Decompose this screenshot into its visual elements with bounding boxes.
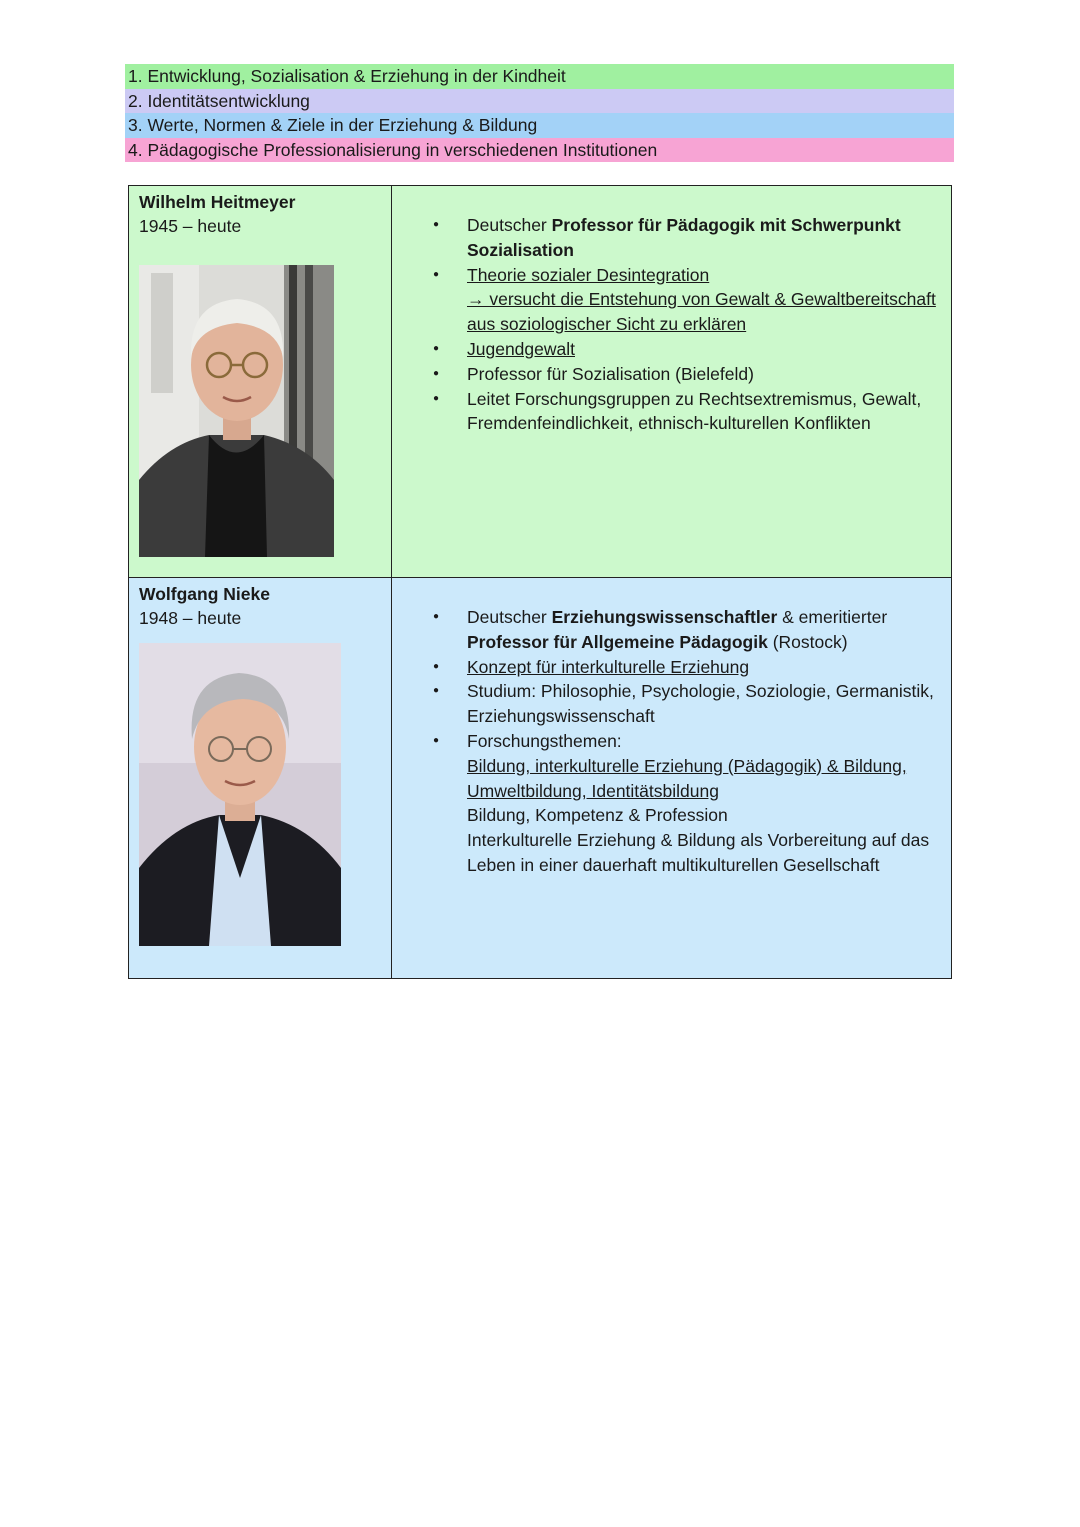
person-info-cell <box>129 186 392 578</box>
fact-bold-text: Professor für Pädagogik mit Schwerpunkt Sozialisation <box>467 215 901 260</box>
fact-item <box>467 263 939 337</box>
fact-item <box>467 729 939 878</box>
facts-list-nieke <box>392 578 951 878</box>
legend-item-2: 2. Identitätsentwicklung <box>125 89 954 114</box>
fact-item <box>467 679 939 729</box>
fact-item <box>467 337 939 362</box>
person-name: Wolfgang Nieke <box>139 584 270 604</box>
fact-underlined-text: → versucht die Entstehung von Gewalt & Gewaltbereitschaft aus soziologischer Sicht zu erklären <box>467 289 936 335</box>
fact-item <box>467 605 939 655</box>
fact-underlined-text: Theorie sozialer Desintegration <box>467 264 710 285</box>
person-info-cell <box>129 578 392 979</box>
fact-item <box>467 387 939 437</box>
fact-text: Leitet Forschungsgruppen zu Rechtsextremismus, Gewalt, Fremdenfeindlichkeit, ethnisch-kulturellen Konflikten <box>467 388 922 434</box>
fact-underlined-text: Bildung, interkulturelle Erziehung (Pädagogik) & Bildung, Umweltbildung, Identitätsbildung <box>467 755 907 801</box>
fact-bold-text: Erziehungswissenschaftler <box>551 607 778 627</box>
legend-item-4: 4. Pädagogische Professionalisierung in verschiedenen Institutionen <box>125 138 954 163</box>
facts-list-heitmeyer <box>392 186 951 436</box>
fact-text: (Rostock) <box>767 631 848 652</box>
legend-item-3: 3. Werte, Normen & Ziele in der Erziehung & Bildung <box>125 113 954 138</box>
legend-item-1: 1. Entwicklung, Sozialisation & Erziehung in der Kindheit <box>125 64 954 89</box>
fact-text: Deutscher <box>467 607 552 627</box>
person-facts-cell <box>392 186 952 578</box>
topic-legend <box>125 64 954 162</box>
person-row-nieke <box>129 578 952 979</box>
person-facts-cell <box>392 578 952 979</box>
fact-item <box>467 362 939 387</box>
fact-underlined-text: Jugendgewalt <box>467 338 575 359</box>
fact-item <box>467 213 939 263</box>
fact-text: Interkulturelle Erziehung & Bildung als Vorbereitung auf das Leben in einer dauerhaft multikulturellen Gesellschaft <box>467 830 930 875</box>
person-row-heitmeyer <box>129 186 952 578</box>
fact-text: Bildung, Kompetenz & Profession <box>467 805 728 826</box>
fact-underlined-text: Konzept für interkulturelle Erziehung <box>467 656 750 677</box>
fact-item <box>467 655 939 680</box>
fact-text: Professor für Sozialisation (Bielefeld) <box>467 363 754 384</box>
person-years: 1948 – heute <box>139 608 242 628</box>
fact-text: Studium: Philosophie, Psychologie, Soziologie, Germanistik, Erziehungswissenschaft <box>467 681 934 727</box>
person-photo-heitmeyer <box>139 265 334 557</box>
person-years: 1945 – heute <box>139 216 242 236</box>
person-photo-nieke <box>139 643 341 946</box>
fact-bold-text: Professor für Allgemeine Pädagogik <box>467 631 768 652</box>
fact-text: Deutscher <box>467 215 552 235</box>
fact-text: & emeritierter <box>777 607 888 627</box>
person-name: Wilhelm Heitmeyer <box>139 192 296 212</box>
people-table <box>128 185 952 979</box>
fact-text: Forschungsthemen: <box>467 730 622 751</box>
